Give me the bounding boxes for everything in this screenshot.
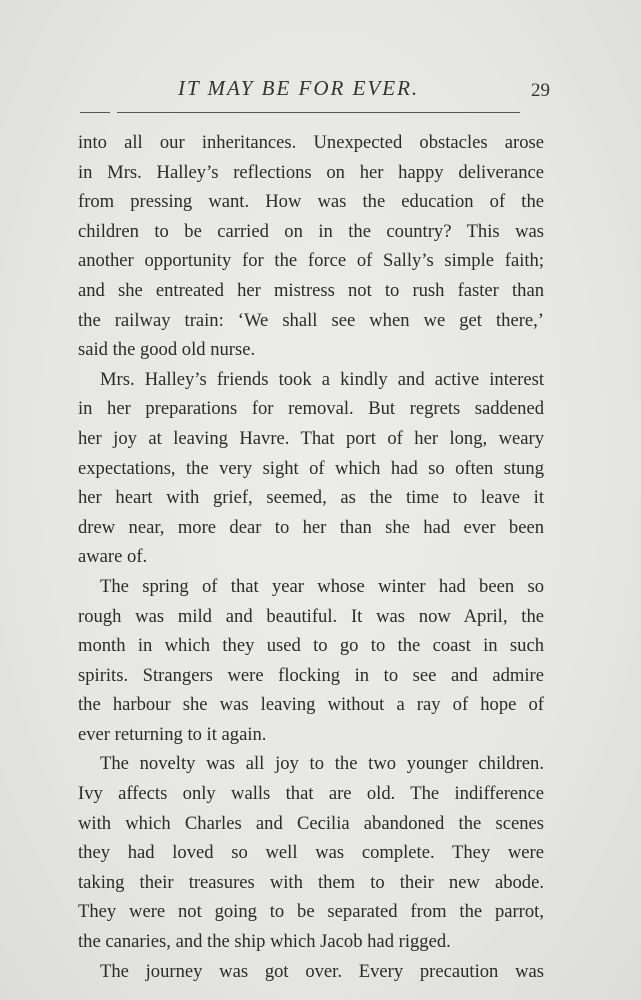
text-line: They were not going to be separated from the parrot, [78, 901, 544, 923]
text-line: with which Charles and Cecilia abandoned the scenes [78, 812, 544, 834]
text-line: ever returning to it again. [78, 723, 267, 745]
text-line: said the good old nurse. [78, 339, 256, 361]
text-line: spirits. Strangers were flocking in to see and admire [78, 664, 544, 686]
text-line: Mrs. Halley’s friends took a kindly and active interest [100, 368, 544, 390]
text-line: into all our inheritances. Unexpected obstacles arose [78, 132, 544, 153]
text-line: rough was mild and beautiful. It was now April, the [78, 605, 544, 627]
text-line: and she entreated her mistress not to rush faster than [78, 279, 544, 301]
text-line: The spring of that year whose winter had been so [100, 575, 544, 597]
header-rule-left [80, 112, 110, 113]
page-number: 29 [531, 80, 550, 101]
text-line: in Mrs. Halley’s reflections on her happy deliverance [78, 161, 544, 183]
text-line: expectations, the very sight of which had so often stung [78, 457, 544, 479]
text-line: the canaries, and the ship which Jacob had rigged. [78, 931, 451, 953]
text-line: her joy at leaving Havre. That port of her long, weary [78, 427, 544, 449]
text-line: the railway train: ‘We shall see when we get there,’ [78, 309, 544, 331]
text-line: drew near, more dear to her than she had ever been [78, 516, 544, 538]
text-line: another opportunity for the force of Sally’s simple faith; [78, 250, 544, 272]
header-rule-right [117, 112, 520, 113]
text-line: month in which they used to go to the coast in such [78, 635, 544, 657]
body-text [78, 128, 544, 986]
text-line: aware of. [78, 546, 148, 568]
text-line: the harbour she was leaving without a ray of hope of [78, 694, 544, 716]
running-head: IT MAY BE FOR EVER. [178, 76, 420, 100]
page-header [80, 76, 550, 104]
text-line: they had loved so well was complete. They were [78, 842, 544, 864]
text-line: children to be carried on in the country? This was [78, 220, 544, 242]
text-line: Ivy affects only walls that are old. The indifference [78, 783, 544, 805]
text-line: The novelty was all joy to the two younger children. [100, 753, 544, 775]
text-line: The journey was got over. Every precaution was [100, 960, 544, 982]
text-line: her heart with grief, seemed, as the time to leave it [78, 487, 544, 509]
text-line: in her preparations for removal. But regrets saddened [78, 398, 544, 420]
text-line: from pressing want. How was the education of the [78, 191, 544, 213]
text-line: taking their treasures with them to their new abode. [78, 871, 544, 893]
